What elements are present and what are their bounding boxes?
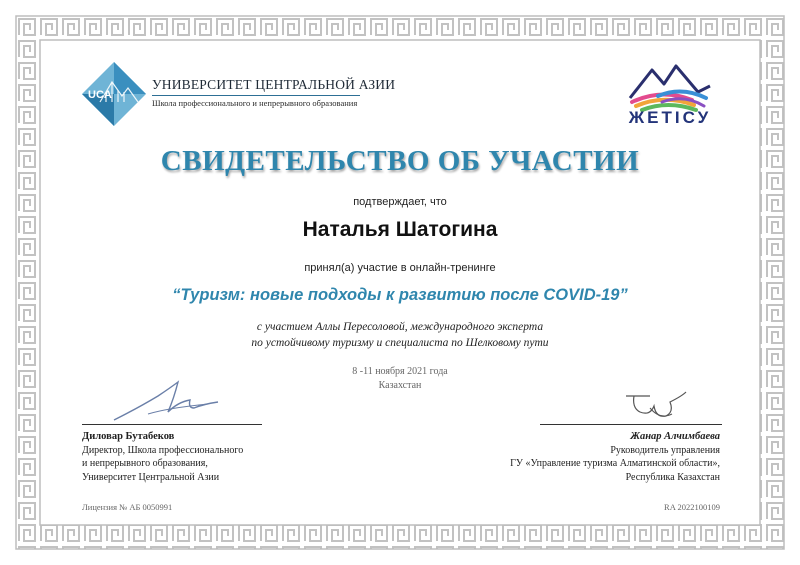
university-school: Школа профессионального и непрерывного образования bbox=[152, 98, 358, 108]
partner-logo-name: ЖЕТІСУ bbox=[628, 108, 712, 127]
participation-text: принял(а) участие в онлайн-тренинге bbox=[304, 262, 496, 274]
left-signatory-title-2: и непрерывного образования, bbox=[82, 458, 208, 469]
right-signatory-title-3: Республика Казахстан bbox=[625, 471, 720, 483]
recipient-name: Наталья Шатогина bbox=[302, 218, 498, 241]
left-signatory-title-3: Университет Центральной Азии bbox=[82, 471, 220, 483]
expert-line-1: с участием Аллы Пересоловой, международного эксперта bbox=[256, 321, 544, 333]
left-signature-icon bbox=[108, 378, 223, 426]
training-title: “Туризм: новые подходы к развитию после COVID-19” bbox=[172, 286, 628, 304]
confirms-text: подтверждает, что bbox=[353, 196, 447, 208]
certificate-title: СВИДЕТЕЛЬСТВО ОБ УЧАСТИИ bbox=[160, 145, 640, 177]
expert-line-2: по устойчивому туризму и специалиста по Шелковому пути bbox=[251, 337, 549, 349]
left-signatory-title-1: Директор, Школа профессионального bbox=[82, 444, 244, 456]
uca-logo-text: UCA bbox=[88, 89, 112, 101]
zhetisu-logo-icon bbox=[622, 58, 718, 114]
uca-logo-icon bbox=[82, 62, 146, 126]
right-signatory-title-2: ГУ «Управление туризма Алматинской области», bbox=[510, 458, 720, 469]
right-signature-icon bbox=[620, 388, 690, 424]
event-country: Казахстан bbox=[378, 380, 422, 391]
left-signature-line bbox=[82, 424, 262, 425]
left-license: Лицензия № АБ 0050991 bbox=[82, 502, 173, 512]
right-signatory-title-1: Руководитель управления bbox=[610, 444, 720, 456]
left-signatory bbox=[82, 430, 243, 484]
right-signatory-name: Жанар Алчимбаева bbox=[630, 431, 720, 442]
university-divider bbox=[152, 95, 360, 96]
left-signatory-name: Диловар Бутабеков bbox=[82, 431, 175, 442]
right-license: RA 2022100109 bbox=[664, 502, 720, 512]
event-dates: 8 -11 ноября 2021 года bbox=[352, 366, 448, 377]
university-name: УНИВЕРСИТЕТ ЦЕНТРАЛЬНОЙ АЗИИ bbox=[152, 77, 396, 92]
right-signature-line bbox=[540, 424, 722, 425]
right-signatory bbox=[510, 430, 720, 484]
